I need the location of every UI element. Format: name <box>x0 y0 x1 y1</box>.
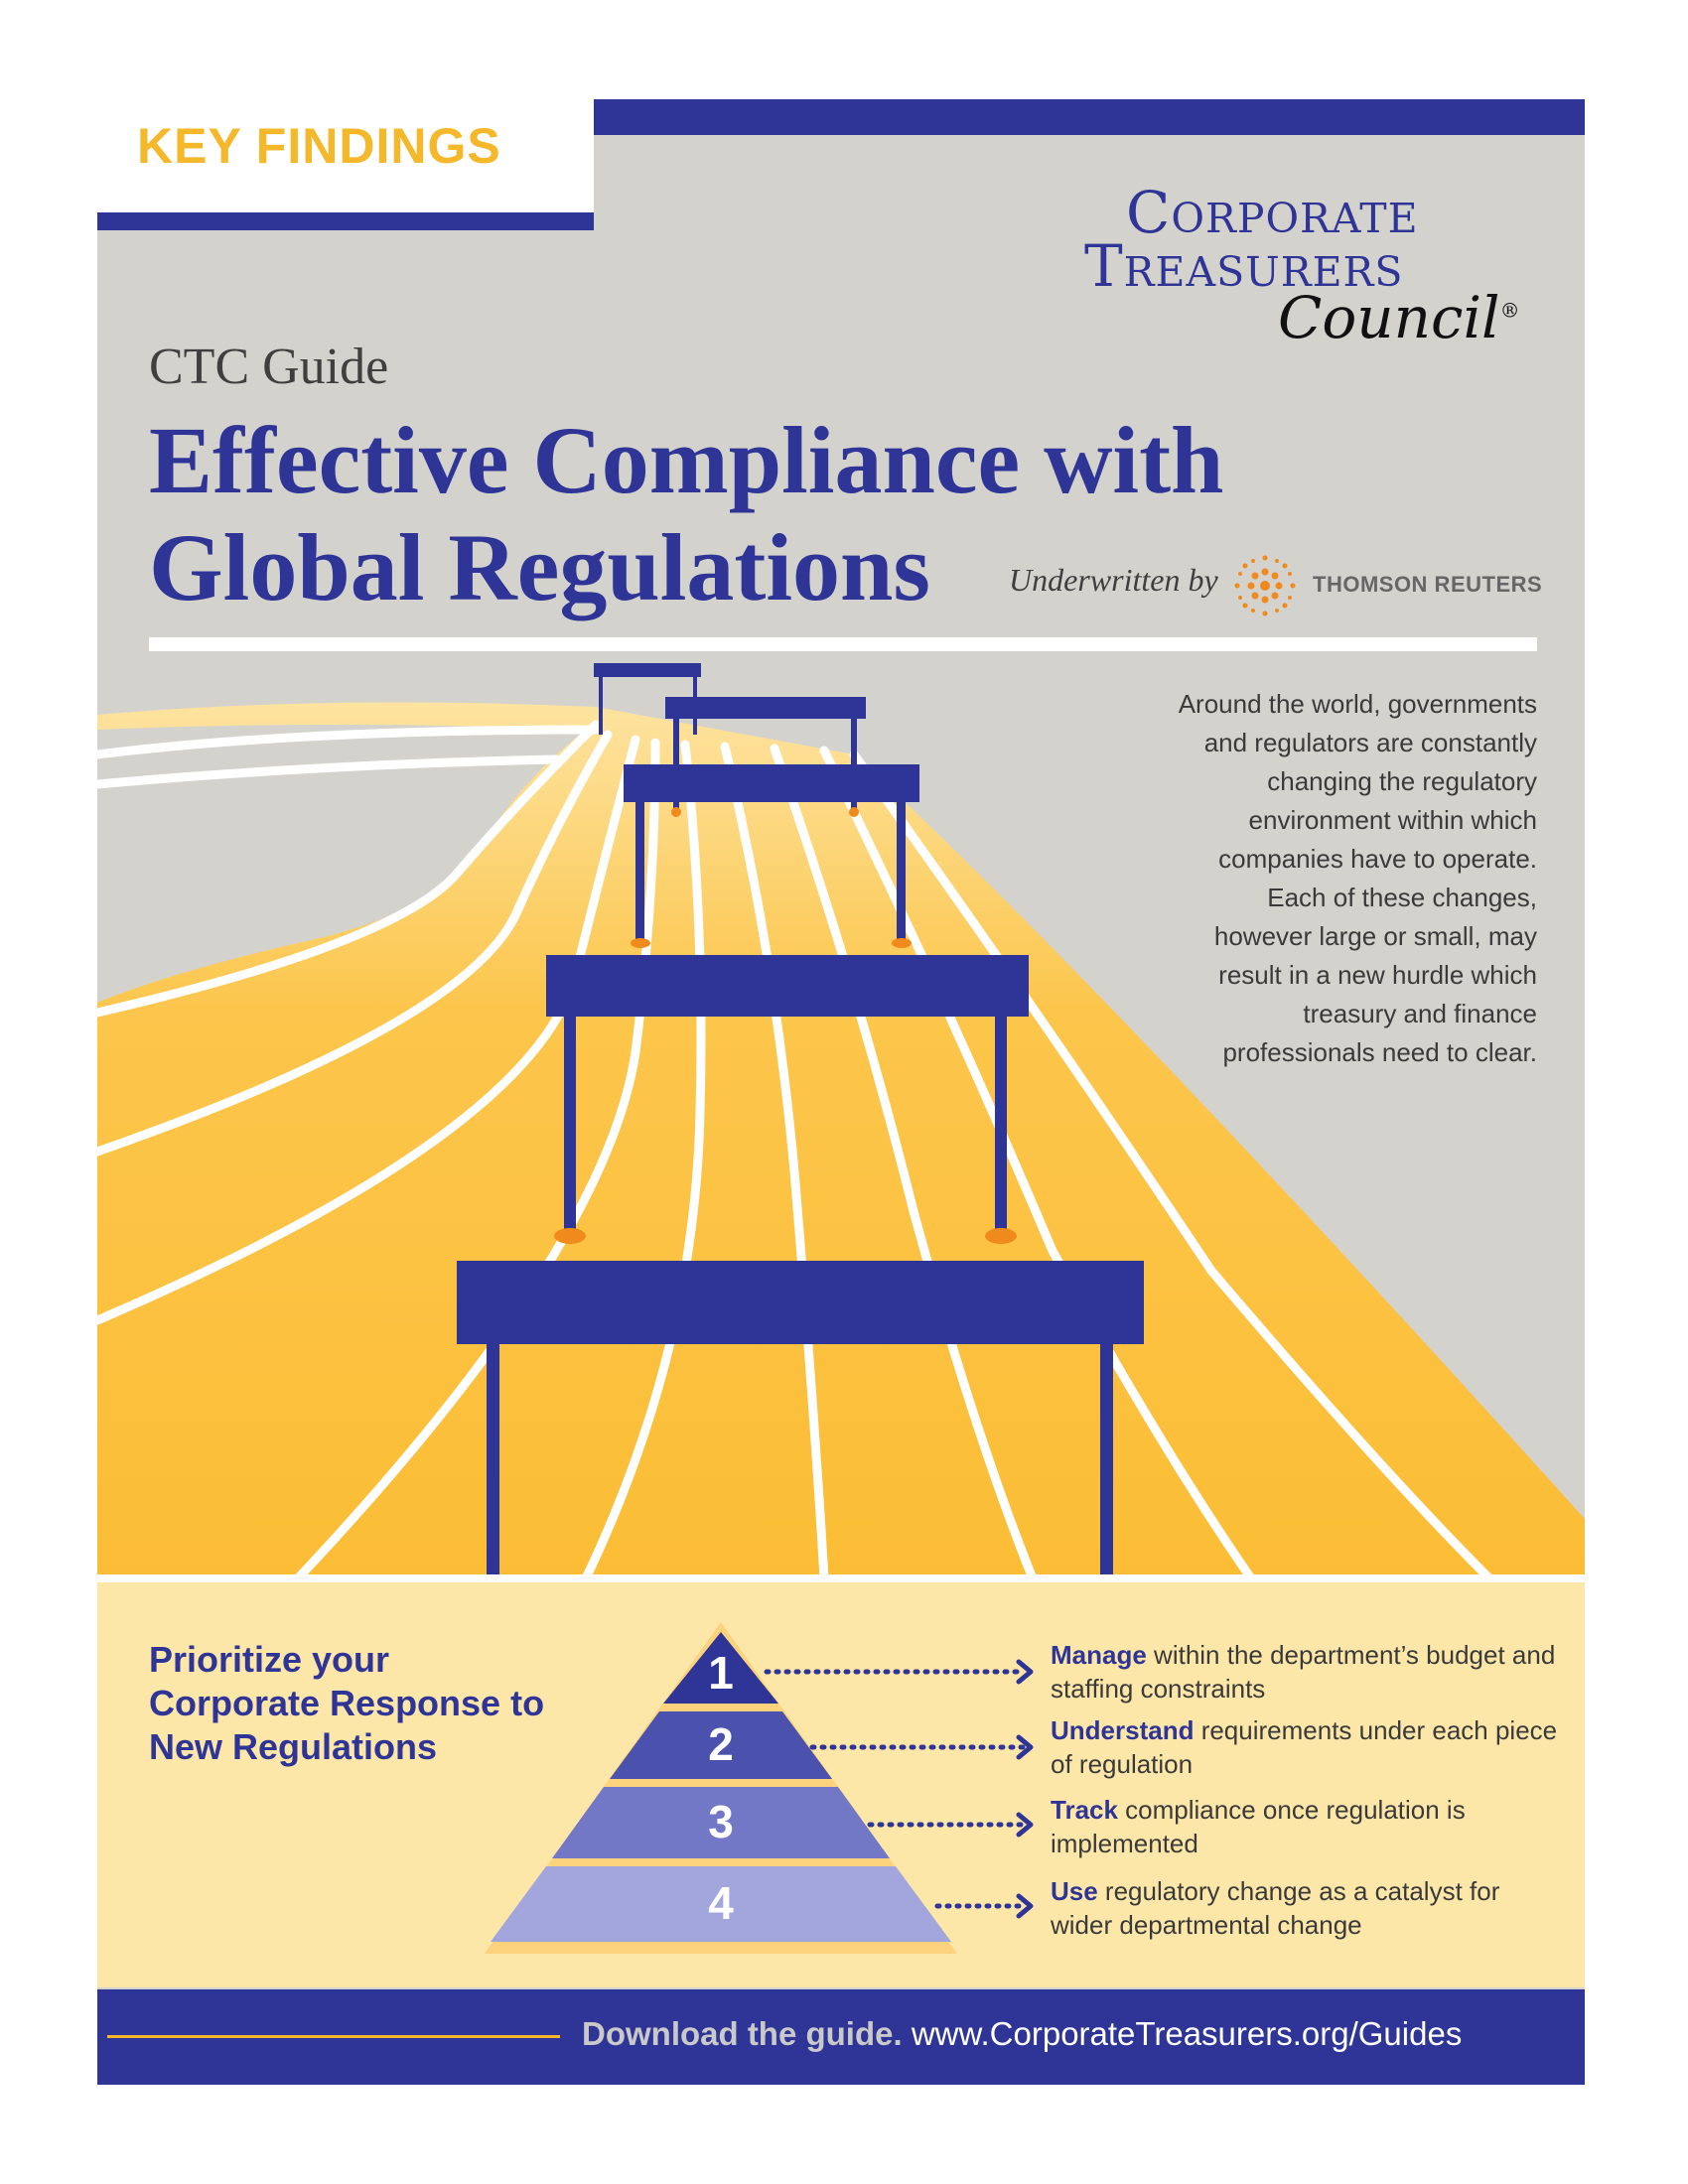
step-text-1: Manage within the department’s budget and staffing constraints <box>1051 1640 1556 1704</box>
logo-line-3: Council® <box>1278 284 1520 351</box>
priorities-heading: Prioritize your Corporate Response to New Regulations <box>149 1639 545 1767</box>
arrow-head-1 <box>1019 1662 1031 1682</box>
logo-line-2: Treasurers <box>1084 232 1404 300</box>
intro-paragraph: Around the world, governments and regulators are constantly changing the regulatory environment within which companies have to operate. Each of these changes, however large or small, may result in a new hurdle which treasury and finance professionals need to clear. <box>1178 689 1537 1067</box>
key-findings-badge: KEY FINDINGS <box>137 118 501 174</box>
footer-cta <box>582 2015 1462 2053</box>
step-text-2: Understand requirements under each piece of regulation <box>1051 1715 1558 1779</box>
footer-accent-line <box>107 2035 560 2038</box>
underwritten-label: Underwritten by <box>1009 562 1218 598</box>
step-text-3: Track compliance once regulation is implemented <box>1051 1795 1466 1858</box>
download-label: Download the guide. <box>582 2015 903 2052</box>
step-number-2: 2 <box>708 1718 734 1770</box>
step-number-4: 4 <box>708 1877 734 1929</box>
step-number-1: 1 <box>708 1647 734 1699</box>
step-number-3: 3 <box>708 1796 734 1847</box>
step-text-4: Use regulatory change as a catalyst for wider departmental change <box>1051 1876 1500 1940</box>
logo-line-1: Corporate <box>1126 179 1419 246</box>
registered-mark: ® <box>1499 298 1520 323</box>
guides-link[interactable]: www.CorporateTreasurers.org/Guides <box>911 2015 1463 2052</box>
sponsor-name: THOMSON REUTERS <box>1313 572 1543 597</box>
guide-subtitle: CTC Guide <box>149 339 389 395</box>
guide-title: Effective Compliance with Global Regulations <box>149 407 1224 620</box>
